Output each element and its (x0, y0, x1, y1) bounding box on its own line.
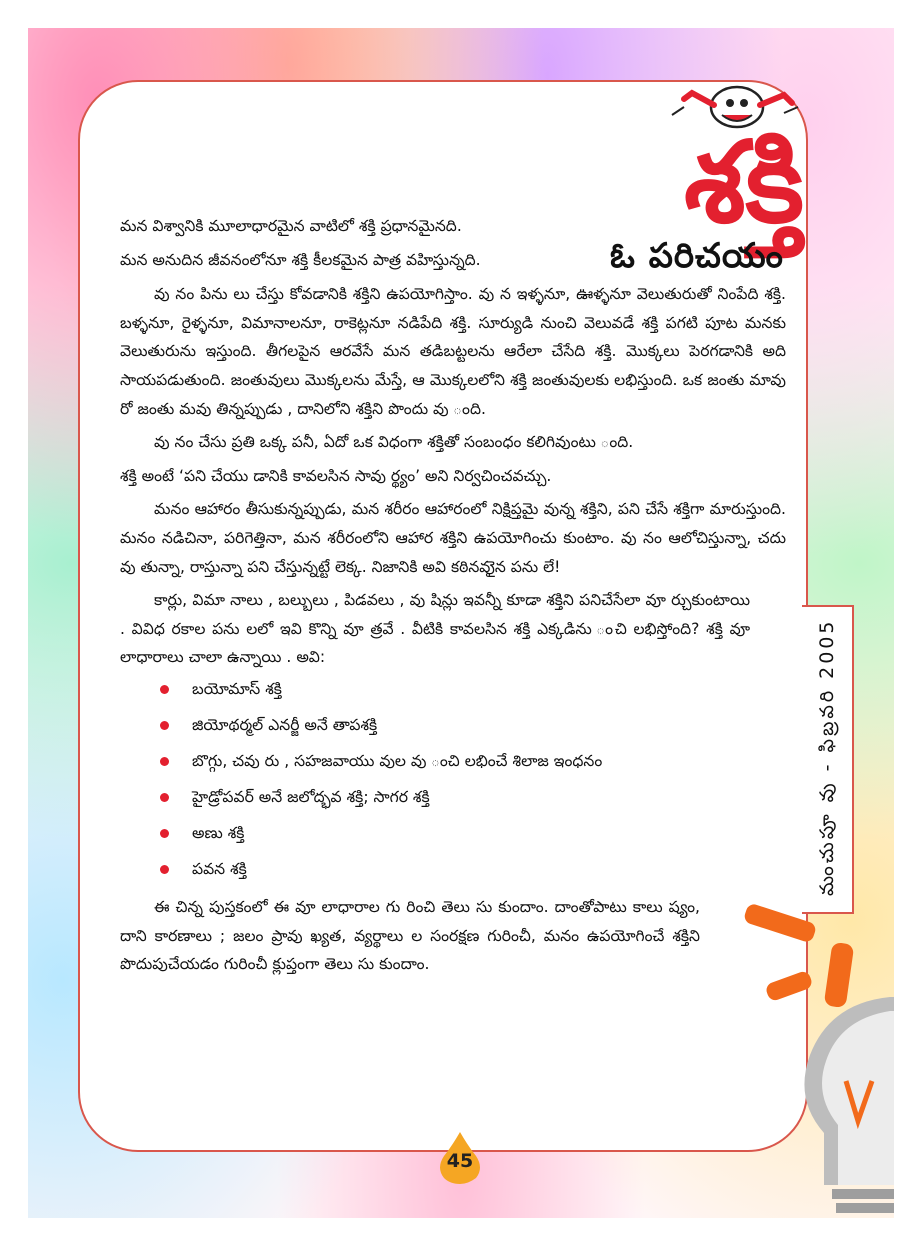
paragraph: మనం ఆహారం తీసుకున్నప్పుడు, మన శరీరం ఆహారంలో నిక్షిప్తమై వున్న శక్తిని, పని చేసే శక్తిగా మారుస్తుంది. మనం నడిచినా, పరిగెత్తినా, మన శరీరంలోని ఆహార శక్తిని ఉపయోగించు కుంటాం. వు నం ఆలోచిస్తున్నా, చదు వు తున్నా, రాస్తున్నా పని చేస్తున్నట్టే లెక్క. నిజానికి అవి కఠినవుైన పను లే! (120, 500, 786, 576)
article-body (120, 212, 786, 984)
paragraph: వు నం చేసు ప్రతి ఒక్క పనీ, ఏదో ఒక విధంగా శక్తితో సంబంధం కలిగివుంటు ంది. (154, 433, 634, 452)
page-title: శక్తి (683, 118, 805, 248)
paragraph: శక్తి అంటే ‘పని చేయు డానికి కావలసిన సావు ర్థ్యం’ అని నిర్వచించవచ్చు. (120, 466, 552, 485)
list-item: బొగ్గు, చవు రు , సహజవాయు వుల వు ంచి లభించే శిలాజ ఇంధనం (160, 749, 786, 773)
list-item: హైడ్రోపవర్ అనే జలోద్భవ శక్తి; సాగర శక్తి (160, 785, 786, 809)
intro-line: మన విశ్వానికి మూలాధారమైన వాటిలో శక్తి ప్రధానమైనది. (120, 217, 462, 235)
closing-paragraph: ఈ చిన్న పుస్తకంలో ఈ వూ లాధారాల గు రించి తెలు సు కుందాం. దాంతోపాటు కాలు ష్యం, దాని కారణాలు ; జలం ప్రావు ఖ్యత, వ్యర్థాలు ల సంరక్షణ గురించీ, మనం ఉపయోగించే శక్తిని పొదుపుచేయడం గురించీ క్లుప్తంగా తెలు సు కుందాం. (120, 897, 700, 974)
intro-line: మన అనుదిన జీవనంలోనూ శక్తి కీలకమైన పాత్ర వహిస్తున్నది. (120, 250, 481, 269)
energy-sources-list (120, 677, 786, 881)
list-item: బయోమాస్ శక్తి (160, 677, 786, 701)
paragraph: వు నం పిను లు చేస్తు కోవడానికి శక్తిని ఉపయోగిస్తాం. వు న ఇళ్ళనూ, ఊళ్ళనూ వెలుతురుతో నింపేది శక్తి. బళ్ళనూ, రైళ్ళనూ, విమానాలనూ, రాకెట్లనూ నడిపేది శక్తి. సూర్యుడి నుంచి వెలువడే శక్తి పగటి పూట మనకు వెలుతురును ఇస్తుంది. తీగలపైన ఆరవేసే మన తడిబట్టలను ఆరేలా చేసేది శక్తి. మొక్కలు పెరగడానికి అది సాయపడుతుంది. జంతువులు మొక్కలను మేస్తే, ఆ మొక్కలలోని శక్తి జంతువులకు లభిస్తుంది. ఒక జంతు మావు రో జంతు మవు తిన్నప్పుడు , దానిలోని శక్తిని పొందు వు ంది. (120, 285, 786, 418)
bullet-icon (160, 829, 169, 838)
bullet-icon (160, 685, 169, 694)
paragraph: కార్లు, విమా నాలు , బల్బులు , పిడవలు , వు షిన్లు ఇవన్నీ కూడా శక్తిని పనిచేసేలా వూ ర్చుకుంటాయి . వివిధ రకాల పను లలో ఇవి కొన్ని వూ త్రవే . వీటికి కావలసిన శక్తి ఎక్కడిను ంచి లభిస్తోంది? శక్తి వూ లాధారాలు చాలా ఉన్నాయి . అవి: (120, 591, 750, 667)
bullet-icon (160, 793, 169, 802)
side-issue-label: మంచుపూ వు - ఫిబ్రవరి 2005 (816, 618, 838, 897)
page-subtitle: ఓ పరిచయం (610, 236, 784, 276)
list-item: అణు శక్తి (160, 821, 786, 845)
list-item: జియోథర్మల్ ఎనర్జీ అనే తాపశక్తి (160, 713, 786, 737)
page-number: 45 (446, 1150, 474, 1172)
bullet-icon (160, 865, 169, 874)
list-item: పవన శక్తి (160, 857, 786, 881)
page-number-badge (438, 1132, 482, 1184)
bullet-icon (160, 757, 169, 766)
bullet-icon (160, 721, 169, 730)
